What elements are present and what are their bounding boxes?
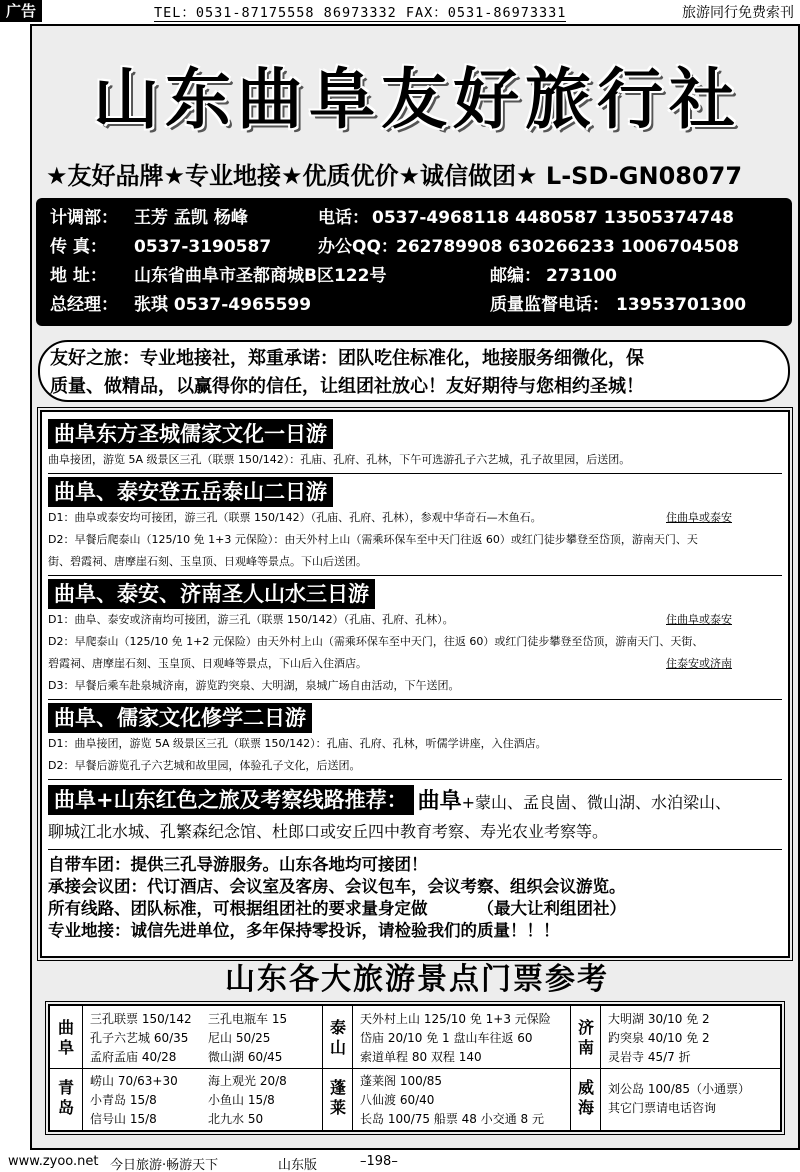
- city-taishan: 泰山: [329, 1018, 346, 1057]
- tour-line: D1：曲阜或泰安均可接团，游三孔（联票 150/142）（孔庙、孔府、孔林），参观中华奇石—木鱼石。 住曲阜或泰安: [48, 507, 782, 529]
- dispatch-names: 王芳 孟凯 杨峰: [134, 208, 248, 228]
- table-col-divider: [570, 1006, 571, 1130]
- fax-value: 0537-3190587: [134, 237, 272, 257]
- qufu-prices: 三孔联票 150/142 三孔电瓶车 15 孔子六艺城 60/35 尼山 50/25 孟府孟庙 40/28 微山湖 60/45: [90, 1012, 288, 1064]
- tour-title: 曲阜、泰安登五岳泰山二日游: [48, 477, 333, 507]
- ad-frame: [30, 24, 800, 1150]
- contact-row-manager: [50, 291, 778, 320]
- taishan-prices: 天外村上山 125/10 免 1+3 元保险 岱庙 20/10 免 1 盘山车往返 60 索道单程 80 双程 140: [360, 1012, 551, 1064]
- footer-brand: 今日旅游·畅游天下: [110, 1158, 219, 1172]
- qq-label: 办公QQ：: [318, 237, 398, 257]
- footer-site: www.zyoo.net: [8, 1154, 99, 1169]
- promo-line-1: 友好之旅：专业地接社，郑重承诺：团队吃住标准化，地接服务细微化，保: [50, 348, 644, 369]
- tour-line: D1：曲阜接团，游览 5A 级景区三孔（联票 150/142）：孔庙、孔府、孔林，听儒学讲座，入住酒店。: [48, 737, 547, 750]
- tour-line: D3：早餐后乘车赴泉城济南，游览趵突泉、大明湖，泉城广场自由活动，下午送团。: [48, 679, 460, 692]
- tour-list: [40, 410, 790, 958]
- service-line: 承接会议团：代订酒店、会议室及客房、会议包车，会议考察、组织会议游览。: [48, 877, 626, 896]
- address-value: 山东省曲阜市圣都商城B区122号: [134, 266, 387, 286]
- divider: [48, 575, 782, 576]
- page-footer: [0, 1153, 800, 1172]
- stay-note: 住曲阜或泰安: [666, 613, 732, 626]
- divider: [48, 779, 782, 780]
- header-right-text: 旅游同行免费索刊: [682, 5, 794, 21]
- tour-title: 曲阜、泰安、济南圣人山水三日游: [48, 579, 375, 609]
- address-label: 地 址：: [50, 266, 107, 286]
- contact-row-fax: [50, 233, 778, 262]
- promo-line-2: 质量、做精品，以赢得你的信任，让组团社放心！友好期待与您相约圣城！: [50, 376, 644, 397]
- ad-label: 广告: [0, 0, 42, 22]
- table-row-divider: [50, 1068, 780, 1069]
- weihai-prices: 刘公岛 100/85（小通票） 其它门票请电话咨询: [608, 1082, 751, 1115]
- red-tour-title: 曲阜+山东红色之旅及考察线路推荐：: [48, 785, 414, 815]
- phone-numbers: 0537-4968118 4480587 13505374748: [372, 208, 734, 228]
- tickets-title: 山东各大旅游景点门票参考: [225, 962, 609, 997]
- agency-slogan: ★友好品牌★专业地接★优质优价★诚信做团★ L-SD-GN08077: [46, 162, 743, 190]
- city-qingdao: 青岛: [57, 1078, 74, 1117]
- penglai-prices: 蓬莱阁 100/85 八仙渡 60/40 长岛 100/75 船票 48 小交通 8 元: [360, 1074, 545, 1126]
- tour-line: D2：早爬泰山（125/10 免 1+2 元保险）由天外村上山（需乘环保车至中天门，往返 60）或红门徒步攀登至岱顶，游南天门、天街、: [48, 635, 704, 648]
- tour-title: 曲阜东方圣城儒家文化一日游: [48, 419, 333, 449]
- quality-phone: 13953701300: [616, 295, 747, 315]
- tour-line: 曲阜接团，游览 5A 级景区三孔（联票 150/142）：孔庙、孔府、孔林，下午可选游孔子六艺城，孔子故里园，后送团。: [48, 453, 631, 466]
- service-line: 所有线路、团队标准，可根据组团社的要求量身定做 （最大让利组团社）: [48, 899, 626, 918]
- page-number: –198–: [360, 1154, 398, 1169]
- stay-note: 住曲阜或泰安: [666, 511, 732, 524]
- qingdao-prices: 崂山 70/63+30 海上观光 20/8 小青岛 15/8 小鱼山 15/8 信号山 15/8 北九水 50: [90, 1074, 287, 1126]
- table-col-divider: [322, 1006, 323, 1130]
- red-tour-row: [48, 784, 782, 815]
- city-penglai: 蓬莱: [329, 1078, 346, 1117]
- city-jinan: 济南: [577, 1018, 594, 1057]
- jinan-prices: 大明湖 30/10 免 2 趵突泉 40/10 免 2 灵岩寺 45/7 折: [608, 1012, 710, 1064]
- stay-note: 住泰安或济南: [666, 657, 732, 670]
- service-tag: （最大让利组团社）: [477, 899, 626, 918]
- city-weihai: 威海: [577, 1078, 594, 1117]
- ticket-table: [48, 1004, 782, 1132]
- divider: [48, 473, 782, 474]
- services-block: [48, 854, 782, 942]
- dispatch-label: 计调部：: [50, 208, 118, 228]
- red-tour-continued: 聊城江北水城、孔繁森纪念馆、杜郎口或安丘四中教育考察、寿光农业考察等。: [48, 822, 609, 841]
- divider: [48, 699, 782, 700]
- qq-value: 262789908 630266233 1006704508: [396, 237, 740, 257]
- agency-name: 山东曲阜友好旅行社: [93, 60, 741, 138]
- red-tour-destinations: 曲阜+蒙山、孟良崮、微山湖、水泊梁山、: [417, 789, 732, 814]
- fax-label: 传 真：: [50, 237, 107, 257]
- footer-edition: 山东版: [278, 1158, 318, 1172]
- contact-box: [36, 198, 792, 326]
- quality-label: 质量监督电话：: [490, 295, 609, 315]
- zip-value: 273100: [546, 266, 617, 286]
- phone-label: 电话：: [318, 208, 369, 228]
- service-line: 专业地接：诚信先进单位，多年保持零投诉，请检验我们的质量！！！: [48, 921, 560, 940]
- manager-value: 张琪 0537-4965599: [134, 295, 312, 315]
- promo-banner: [38, 340, 790, 402]
- tour-line: D1：曲阜、泰安或济南均可接团，游三孔（联票 150/142）（孔庙、孔府、孔林）。 住曲阜或泰安: [48, 609, 782, 631]
- tour-line: D2：早餐后爬泰山（125/10 免 1+3 元保险）：由天外村上山（需乘环保车至中天门往返 60）或红门徒步攀登至岱顶，游南天门、天: [48, 533, 698, 546]
- contact-row-dispatch: [50, 204, 778, 233]
- city-qufu: 曲阜: [57, 1018, 74, 1057]
- table-col-divider: [600, 1006, 601, 1130]
- contact-row-address: [50, 262, 778, 291]
- table-col-divider: [352, 1006, 353, 1130]
- zip-label: 邮编：: [490, 266, 541, 286]
- top-header: [0, 0, 800, 22]
- service-line: 自带车团：提供三孔导游服务。山东各地均可接团！: [48, 855, 428, 874]
- table-col-divider: [82, 1006, 83, 1130]
- divider: [48, 849, 782, 850]
- tour-line: D2：早餐后游览孔子六艺城和故里园，体验孔子文化，后送团。: [48, 759, 361, 772]
- tour-line: 街、碧霞祠、唐摩崖石刻、玉皇顶、日观峰等景点。下山后送团。: [48, 555, 367, 568]
- tour-line: 碧霞祠、唐摩崖石刻、玉皇顶、日观峰等景点，下山后入住酒店。 住泰安或济南: [48, 653, 782, 675]
- manager-label: 总经理：: [50, 295, 118, 315]
- tour-title: 曲阜、儒家文化修学二日游: [48, 703, 312, 733]
- header-contact: TEL：0531-87175558 86973332 FAX：0531-86973331: [154, 1, 566, 22]
